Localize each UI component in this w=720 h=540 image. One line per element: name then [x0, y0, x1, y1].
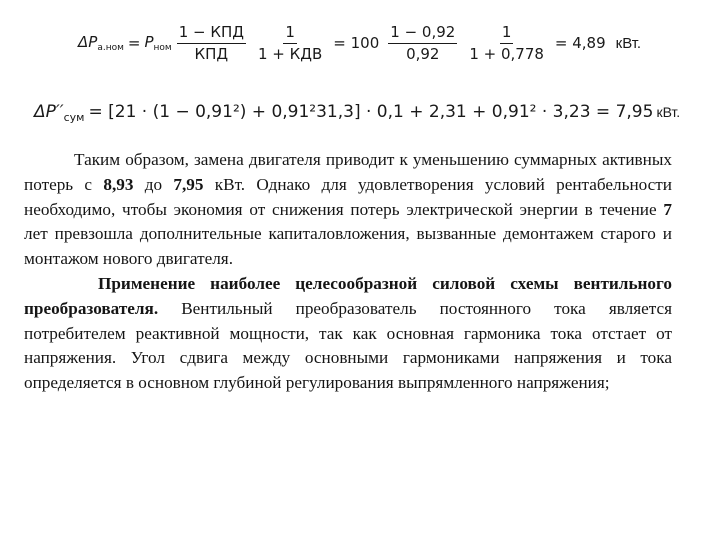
formula-total-loss: [34, 102, 680, 132]
body-text: [24, 148, 672, 396]
formula1-unit: кВт.: [615, 34, 642, 52]
formula1-equals-100: = 100: [333, 34, 380, 52]
formula1-lhs: $\Delta P_{a.ном}$: [78, 33, 124, 53]
formula2-expression: = [21 · (1 − 0,91²) + 0,91²31,3] · 0,1 + 2,31 + 0,91² · 3,23 = 7,95: [88, 102, 654, 122]
formula1-fraction-kdv: $\frac{1}{\text{1 + КДВ}}$: [257, 22, 323, 63]
paragraph-converter: Применение наиболее целесообразной силовой схемы вентильного преобразователя. Вентильный преобразователь постоянного тока является потребителем реактивной мощности, так как основная гармоника тока отстает от напряжения. Угол сдвига между основными гармониками напряжения и тока определяется в основном глубиной регулирования выпрямленного напряжения;: [24, 273, 672, 393]
formula2-unit: кВт.: [656, 104, 681, 120]
value-to: 7,95: [173, 174, 204, 194]
formula-power-loss-nominal: [78, 20, 641, 66]
paragraph-conclusion: Таким образом, замена двигателя приводит к уменьшению суммарных активных потерь с 8,93 до 7,95 кВт. Однако для удовлетворения условий рентабельности необходимо, чтобы экономия от снижения потерь электрической энергии в течение 7 лет превзошла дополнительные капиталовложения, вызванные демонтажем старого и монтажом нового двигателя.: [24, 150, 673, 269]
value-from: 8,93: [103, 174, 134, 194]
formula1-fraction-efficiency: $\frac{\text{1 − КПД}}{\text{КПД}}$: [178, 22, 244, 63]
formula1-result: = 4,89: [554, 34, 606, 52]
years-value: 7: [663, 199, 672, 219]
formula1-fraction-values: $\frac{1 - 0,92}{0,92}$: [390, 22, 456, 63]
formula1-equals: =: [127, 34, 141, 52]
section-heading: Применение наиболее целесообразной силовой схемы вентильного преобразователя.: [24, 273, 672, 318]
formula2-lhs: $\Delta P''_{сум}$: [34, 102, 85, 124]
formula1-p-nom: $P_{ном}$: [144, 33, 172, 53]
formula1-fraction-kdv-values: $\frac{1}{1 + 0,778}$: [469, 22, 544, 63]
